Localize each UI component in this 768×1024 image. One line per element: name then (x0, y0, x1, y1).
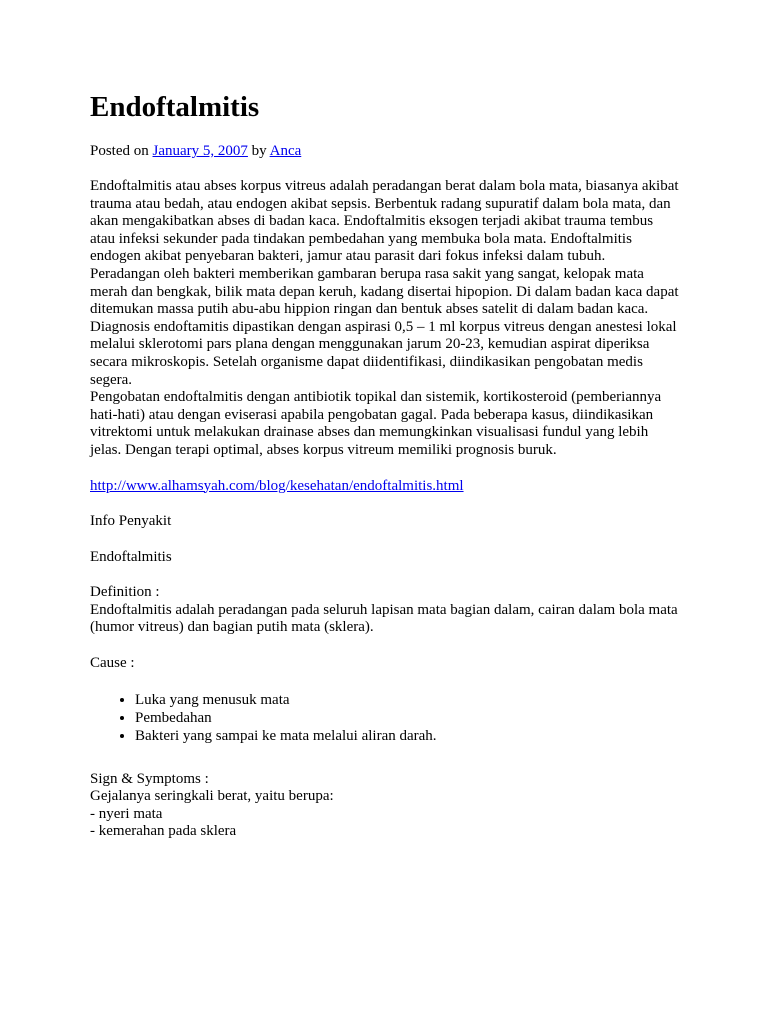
post-meta (90, 142, 680, 160)
paragraph: Pengobatan endoftalmitis dengan antibiotik topikal dan sistemik, kortikosteroid (pemberiannya hati-hati) atau dengan eviserasi apabila pengobatan gagal. Pada beberapa kasus, diindikasikan vitrektomi untuk melakukan drainase abses dan memungkinkan visualisasi fundul yang lebih jelas. Dengan terapi optimal, abses korpus vitreum memiliki prognosis buruk. (90, 389, 662, 458)
list-item: • Luka yang menusuk mata (135, 691, 680, 709)
definition-section (90, 584, 680, 637)
post-date-link[interactable]: January 5, 2007 (152, 143, 248, 159)
page-title: Endoftalmitis (90, 91, 260, 123)
definition-text: Endoftalmitis adalah peradangan pada seluruh lapisan mata bagian dalam, cairan dalam bola mata (humor vitreus) dan bagian putih mata (sklera). (90, 601, 678, 636)
document-page (90, 86, 680, 841)
info-category: Info Penyakit (90, 513, 172, 530)
symptom-item: - kemerahan pada sklera (90, 823, 237, 840)
paragraph: Diagnosis endoftamitis dipastikan dengan aspirasi 0,5 – 1 ml korpus vitreus dengan anestesi lokal melalui sklerotomi pars plana dengan menggunakan jarum 20-23, kemudian aspirat diperiksa secara mikroskopis. Setelah organisme dapat diidentifikasi, diindikasikan pengobatan medis segera. (90, 318, 677, 388)
source-link[interactable]: http://www.alhamsyah.com/blog/kesehatan/endoftalmitis.html (90, 477, 464, 494)
symptoms-label: Sign & Symptoms : (90, 770, 209, 787)
symptoms-section (90, 771, 680, 841)
by-label: by (251, 143, 267, 159)
cause-list (90, 691, 680, 745)
author-link[interactable]: Anca (269, 143, 302, 159)
symptoms-intro: Gejalanya seringkali berat, yaitu berupa: (90, 788, 334, 805)
paragraph: Endoftalmitis atau abses korpus vitreus adalah peradangan berat dalam bola mata, biasanya akibat trauma atau bedah, atau endogen akibat sepsis. Berbentuk radang supuratif dalam bola mata, dan akan mengakibatkan abses di badan kaca. Endoftalmitis eksogen terjadi akibat trauma tembus atau infeksi sekunder pada tindakan pembedahan yang membuka bola mata. Endoftalmitis endogen akibat penyebaran bakteri, jamur atau parasit dari fokus infeksi dalam tubuh. (90, 178, 679, 265)
paragraph: Peradangan oleh bakteri memberikan gambaran berupa rasa sakit yang sangat, kelopak mata merah dan bengkak, bilik mata depan keruh, kadang disertai hipopion. Di dalam badan kaca dapat ditemukan massa putih abu-abu hippion ringan dan bentuk abses satelit di dalam badan kaca. (90, 265, 679, 318)
article-body (90, 178, 680, 460)
disease-name: Endoftalmitis (90, 548, 172, 565)
posted-on-label: Posted on (90, 143, 149, 159)
symptom-item: - nyeri mata (90, 805, 163, 822)
spacer (90, 745, 680, 771)
list-item: • Pembedahan (135, 709, 680, 727)
cause-label: Cause : (90, 655, 135, 672)
definition-label: Definition : (90, 584, 160, 601)
source-block (90, 478, 680, 496)
list-item: • Bakteri yang sampai ke mata melalui aliran darah. (135, 727, 680, 745)
